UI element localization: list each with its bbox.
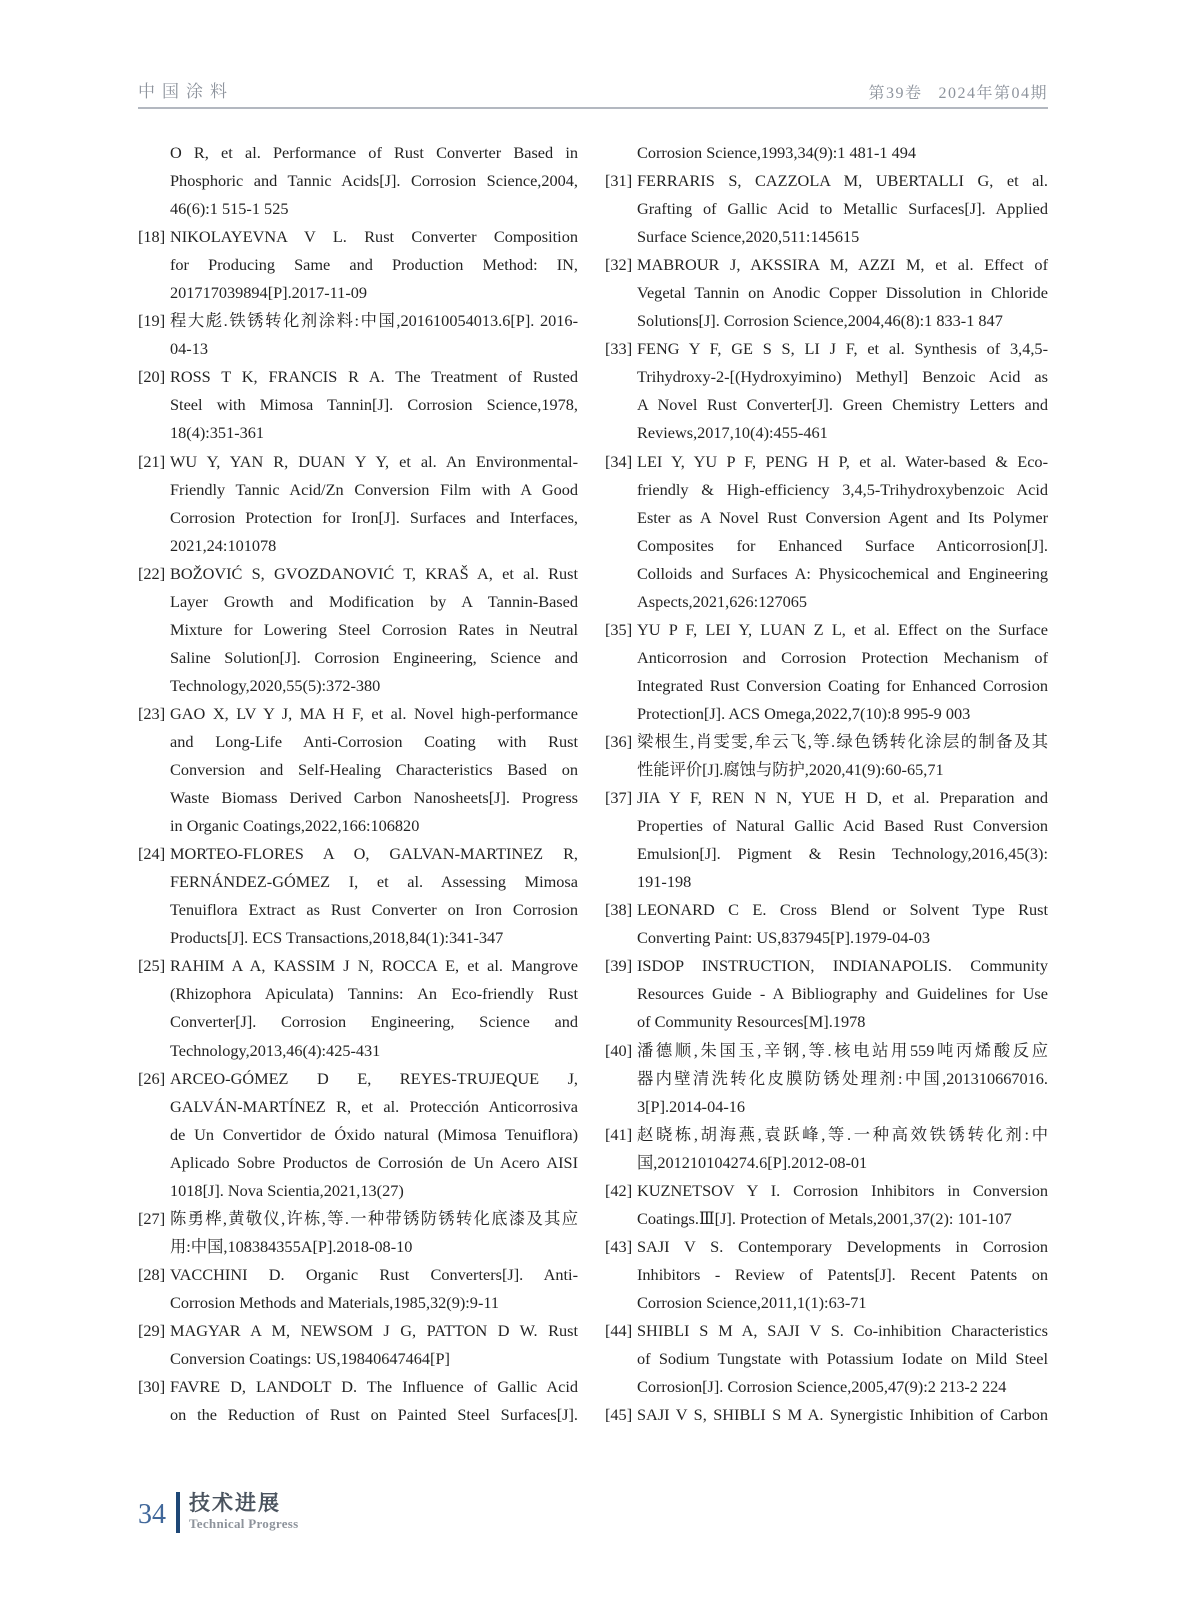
reference-number: [43]	[605, 1236, 633, 1256]
reference-number: [18]	[138, 227, 166, 247]
reference-line: Steel with Mimosa Tannin[J]. Corrosion Science,1978,	[170, 395, 578, 415]
reference-entry	[138, 1065, 578, 1205]
reference-number: [25]	[138, 956, 166, 976]
reference-entry	[138, 139, 578, 223]
reference-line: 陈勇桦,黄敬仪,许栋,等.一种带锈防锈转化底漆及其应	[170, 1208, 578, 1228]
reference-entry	[605, 448, 1048, 616]
reference-line: for Producing Same and Production Method: IN,	[170, 255, 578, 275]
reference-line: Conversion and Self-Healing Characteristics Based on	[170, 760, 578, 780]
references-column-left	[138, 139, 578, 1429]
reference-entry	[605, 952, 1048, 1036]
reference-line: ARCEO-GÓMEZ D E, REYES-TRUJEQUE J,	[170, 1068, 578, 1088]
reference-number: [41]	[605, 1124, 633, 1144]
reference-line: 46(6):1 515-1 525	[170, 199, 289, 219]
reference-line: BOŽOVIĆ S, GVOZDANOVIĆ T, KRAŠ A, et al. Rust	[170, 563, 578, 583]
reference-entry	[138, 560, 578, 700]
reference-line: GAO X, LV Y J, MA H F, et al. Novel high-performance	[170, 703, 578, 723]
reference-line: Ester as A Novel Rust Conversion Agent and Its Polymer	[637, 507, 1048, 527]
section-title-en: Technical Progress	[189, 1516, 299, 1532]
reference-number: [39]	[605, 956, 633, 976]
reference-line: LEI Y, YU P F, PENG H P, et al. Water-based & Eco-	[637, 451, 1048, 471]
reference-line: Reviews,2017,10(4):455-461	[637, 423, 828, 443]
reference-line: Layer Growth and Modification by A Tannin-Based	[170, 591, 578, 611]
reference-line: 赵晓栋,胡海燕,袁跃峰,等.一种高效铁锈转化剂:中	[637, 1124, 1048, 1144]
reference-line: Corrosion[J]. Corrosion Science,2005,47(9):2 213-2 224	[637, 1377, 1007, 1397]
reference-line: Properties of Natural Gallic Acid Based Rust Conversion	[637, 816, 1048, 836]
reference-line: Trihydroxy-2-[(Hydroxyimino) Methyl] Benzoic Acid as	[637, 367, 1048, 387]
reference-line: Aplicado Sobre Productos de Corrosión de Un Acero AISI	[170, 1152, 578, 1172]
page-header	[138, 78, 1048, 109]
reference-entry	[138, 307, 578, 363]
reference-line: SHIBLI S M A, SAJI V S. Co-inhibition Characteristics	[637, 1320, 1048, 1340]
reference-entry	[138, 1373, 578, 1429]
reference-line: in Organic Coatings,2022,166:106820	[170, 816, 420, 836]
reference-number: [26]	[138, 1068, 166, 1088]
reference-line: 性能评价[J].腐蚀与防护,2020,41(9):60-65,71	[637, 760, 944, 780]
reference-line: Converting Paint: US,837945[P].1979-04-03	[637, 928, 931, 948]
reference-line: FAVRE D, LANDOLT D. The Influence of Gallic Acid	[170, 1377, 578, 1397]
reference-line: 3[P].2014-04-16	[637, 1096, 746, 1116]
reference-line: Mixture for Lowering Steel Corrosion Rates in Neutral	[170, 619, 578, 639]
reference-line: 18(4):351-361	[170, 423, 265, 443]
reference-line: MORTEO-FLORES A O, GALVAN-MARTINEZ R,	[170, 844, 578, 864]
section-titles	[189, 1492, 299, 1533]
reference-line: Waste Biomass Derived Carbon Nanosheets[J]. Progress	[170, 788, 578, 808]
reference-line: friendly & High-efficiency 3,4,5-Trihydroxybenzoic Acid	[637, 479, 1048, 499]
issue-info	[868, 80, 1048, 107]
reference-entry	[138, 952, 578, 1064]
reference-line: 潘德顺,朱国玉,辛钢,等.核电站用559吨丙烯酸反应	[637, 1040, 1048, 1060]
reference-entry	[138, 363, 578, 447]
reference-line: 2021,24:101078	[170, 535, 277, 555]
reference-entry	[138, 1317, 578, 1373]
reference-line: and Long-Life Anti-Corrosion Coating with Rust	[170, 731, 578, 751]
reference-line: SAJI V S, SHIBLI S M A. Synergistic Inhibition of Carbon	[637, 1405, 1048, 1425]
reference-line: Integrated Rust Conversion Coating for Enhanced Corrosion	[637, 675, 1048, 695]
reference-number: [40]	[605, 1040, 633, 1060]
reference-number: [36]	[605, 731, 633, 751]
reference-entry	[605, 616, 1048, 728]
reference-entry	[138, 1205, 578, 1261]
reference-entry	[605, 1401, 1048, 1429]
reference-line: Converter[J]. Corrosion Engineering, Science and	[170, 1012, 578, 1032]
journal-title: 中国涂料	[138, 82, 234, 101]
reference-number: [22]	[138, 563, 166, 583]
reference-line: Coatings.Ⅲ[J]. Protection of Metals,2001,37(2): 101-107	[637, 1208, 1012, 1228]
reference-line: Corrosion Science,2011,1(1):63-71	[637, 1292, 867, 1312]
reference-line: WU Y, YAN R, DUAN Y Y, et al. An Environmental-	[170, 451, 578, 471]
reference-entry	[605, 167, 1048, 251]
reference-entry	[605, 335, 1048, 447]
reference-line: Corrosion Methods and Materials,1985,32(9):9-11	[170, 1292, 500, 1312]
reference-number: [38]	[605, 900, 633, 920]
reference-number: [29]	[138, 1320, 166, 1340]
reference-line: Corrosion Protection for Iron[J]. Surfaces and Interfaces,	[170, 507, 578, 527]
reference-number: [20]	[138, 367, 166, 387]
reference-line: Protection[J]. ACS Omega,2022,7(10):8 995-9 003	[637, 703, 971, 723]
reference-line: Tenuiflora Extract as Rust Converter on Iron Corrosion	[170, 900, 578, 920]
reference-line: Surface Science,2020,511:145615	[637, 227, 860, 247]
reference-line: Emulsion[J]. Pigment & Resin Technology,2016,45(3):	[637, 844, 1048, 864]
reference-number: [23]	[138, 703, 166, 723]
reference-line: Friendly Tannic Acid/Zn Conversion Film with A Good	[170, 479, 578, 499]
page-number: 34	[138, 1499, 166, 1531]
reference-line: MAGYAR A M, NEWSOM J G, PATTON D W. Rust	[170, 1320, 578, 1340]
reference-line: 器内壁清洗转化皮膜防锈处理剂:中国,201310667016.	[637, 1068, 1048, 1088]
reference-line: Products[J]. ECS Transactions,2018,84(1):341-347	[170, 928, 504, 948]
reference-entry	[605, 1317, 1048, 1401]
reference-line: Technology,2013,46(4):425-431	[170, 1040, 381, 1060]
footer-divider	[176, 1492, 180, 1533]
reference-entry	[605, 139, 1048, 167]
reference-line: (Rhizophora Apiculata) Tannins: An Eco-friendly Rust	[170, 984, 578, 1004]
reference-entry	[138, 448, 578, 560]
references-column-right	[605, 139, 1048, 1429]
reference-line: A Novel Rust Converter[J]. Green Chemistry Letters and	[637, 395, 1048, 415]
reference-line: 201717039894[P].2017-11-09	[170, 283, 368, 303]
reference-entry	[138, 840, 578, 952]
reference-number: [34]	[605, 451, 633, 471]
reference-number: [37]	[605, 788, 633, 808]
reference-line: Grafting of Gallic Acid to Metallic Surfaces[J]. Applied	[637, 199, 1048, 219]
reference-entry	[138, 700, 578, 840]
issue-label: 2024年第04期	[938, 85, 1048, 102]
reference-number: [24]	[138, 844, 166, 864]
reference-entry	[605, 1037, 1048, 1121]
reference-line: ISDOP INSTRUCTION, INDIANAPOLIS. Community	[637, 956, 1048, 976]
reference-line: MABROUR J, AKSSIRA M, AZZI M, et al. Effect of	[637, 255, 1048, 275]
reference-number: [33]	[605, 339, 633, 359]
reference-number: [42]	[605, 1180, 633, 1200]
reference-line: Conversion Coatings: US,19840647464[P]	[170, 1349, 450, 1369]
reference-line: LEONARD C E. Cross Blend or Solvent Type Rust	[637, 900, 1048, 920]
reference-entry	[605, 1177, 1048, 1233]
reference-line: SAJI V S. Contemporary Developments in Corrosion	[637, 1236, 1048, 1256]
reference-number: [45]	[605, 1405, 633, 1425]
reference-line: of Community Resources[M].1978	[637, 1012, 866, 1032]
reference-entry	[605, 251, 1048, 335]
reference-entry	[605, 1233, 1048, 1317]
reference-line: Saline Solution[J]. Corrosion Engineering, Science and	[170, 647, 578, 667]
reference-line: Composites for Enhanced Surface Anticorrosion[J].	[637, 535, 1048, 555]
reference-line: Corrosion Science,1993,34(9):1 481-1 494	[637, 143, 916, 162]
reference-number: [32]	[605, 255, 633, 275]
reference-line: Inhibitors - Review of Patents[J]. Recent Patents on	[637, 1264, 1048, 1284]
reference-line: Solutions[J]. Corrosion Science,2004,46(8):1 833-1 847	[637, 311, 1003, 331]
reference-line: GALVÁN-MARTÍNEZ R, et al. Protección Anticorrosiva	[170, 1096, 578, 1116]
reference-line: FERRARIS S, CAZZOLA M, UBERTALLI G, et al.	[637, 171, 1048, 191]
reference-line: 04-13	[170, 339, 208, 359]
reference-line: Colloids and Surfaces A: Physicochemical and Engineering	[637, 563, 1048, 583]
reference-entry	[605, 784, 1048, 896]
reference-line: FENG Y F, GE S S, LI J F, et al. Synthesis of 3,4,5-	[637, 339, 1048, 359]
page-footer	[138, 1492, 299, 1533]
reference-line: of Sodium Tungstate with Potassium Iodate on Mild Steel	[637, 1349, 1048, 1369]
reference-line: RAHIM A A, KASSIM J N, ROCCA E, et al. Mangrove	[170, 956, 578, 976]
reference-line: 1018[J]. Nova Scientia,2021,13(27)	[170, 1180, 404, 1200]
reference-number: [27]	[138, 1208, 166, 1228]
reference-line: 191-198	[637, 872, 692, 892]
reference-line: FERNÁNDEZ-GÓMEZ I, et al. Assessing Mimosa	[170, 872, 578, 892]
reference-line: NIKOLAYEVNA V L. Rust Converter Composition	[170, 227, 578, 247]
reference-line: JIA Y F, REN N N, YUE H D, et al. Preparation and	[637, 788, 1048, 808]
reference-line: VACCHINI D. Organic Rust Converters[J]. Anti-	[170, 1264, 578, 1284]
section-title-cn: 技术进展	[189, 1492, 281, 1515]
reference-entry	[605, 896, 1048, 952]
reference-line: Resources Guide - A Bibliography and Guidelines for Use	[637, 984, 1048, 1004]
reference-line: 梁根生,肖雯雯,牟云飞,等.绿色锈转化涂层的制备及其	[637, 731, 1048, 751]
reference-number: [35]	[605, 619, 633, 639]
reference-entry	[138, 223, 578, 307]
reference-line: Phosphoric and Tannic Acids[J]. Corrosion Science,2004,	[170, 171, 578, 191]
reference-entry	[138, 1261, 578, 1317]
reference-line: 国,201210104274.6[P].2012-08-01	[637, 1152, 868, 1172]
reference-number: [30]	[138, 1377, 166, 1397]
reference-entry	[605, 728, 1048, 784]
references-section	[138, 139, 1048, 1429]
reference-line: O R, et al. Performance of Rust Converter Based in	[170, 143, 578, 162]
volume-label: 第39卷	[868, 85, 923, 102]
reference-line: Aspects,2021,626:127065	[637, 591, 808, 611]
reference-number: [21]	[138, 451, 166, 471]
reference-line: on the Reduction of Rust on Painted Steel Surfaces[J].	[170, 1405, 578, 1425]
reference-line: Technology,2020,55(5):372-380	[170, 675, 381, 695]
reference-number: [31]	[605, 171, 633, 191]
reference-line: Vegetal Tannin on Anodic Copper Dissolution in Chloride	[637, 283, 1048, 303]
reference-line: 用:中国,108384355A[P].2018-08-10	[170, 1236, 413, 1256]
reference-line: 程大彪.铁锈转化剂涂料:中国,201610054013.6[P]. 2016-	[170, 311, 578, 331]
reference-line: KUZNETSOV Y I. Corrosion Inhibitors in Conversion	[637, 1180, 1048, 1200]
reference-line: de Un Convertidor de Óxido natural (Mimosa Tenuiflora)	[170, 1124, 578, 1144]
reference-entry	[605, 1121, 1048, 1177]
reference-number: [44]	[605, 1320, 633, 1340]
reference-number: [28]	[138, 1264, 166, 1284]
reference-line: ROSS T K, FRANCIS R A. The Treatment of Rusted	[170, 367, 578, 387]
reference-number: [19]	[138, 311, 166, 331]
reference-line: Anticorrosion and Corrosion Protection Mechanism of	[637, 647, 1048, 667]
reference-line: YU P F, LEI Y, LUAN Z L, et al. Effect on the Surface	[637, 619, 1048, 639]
